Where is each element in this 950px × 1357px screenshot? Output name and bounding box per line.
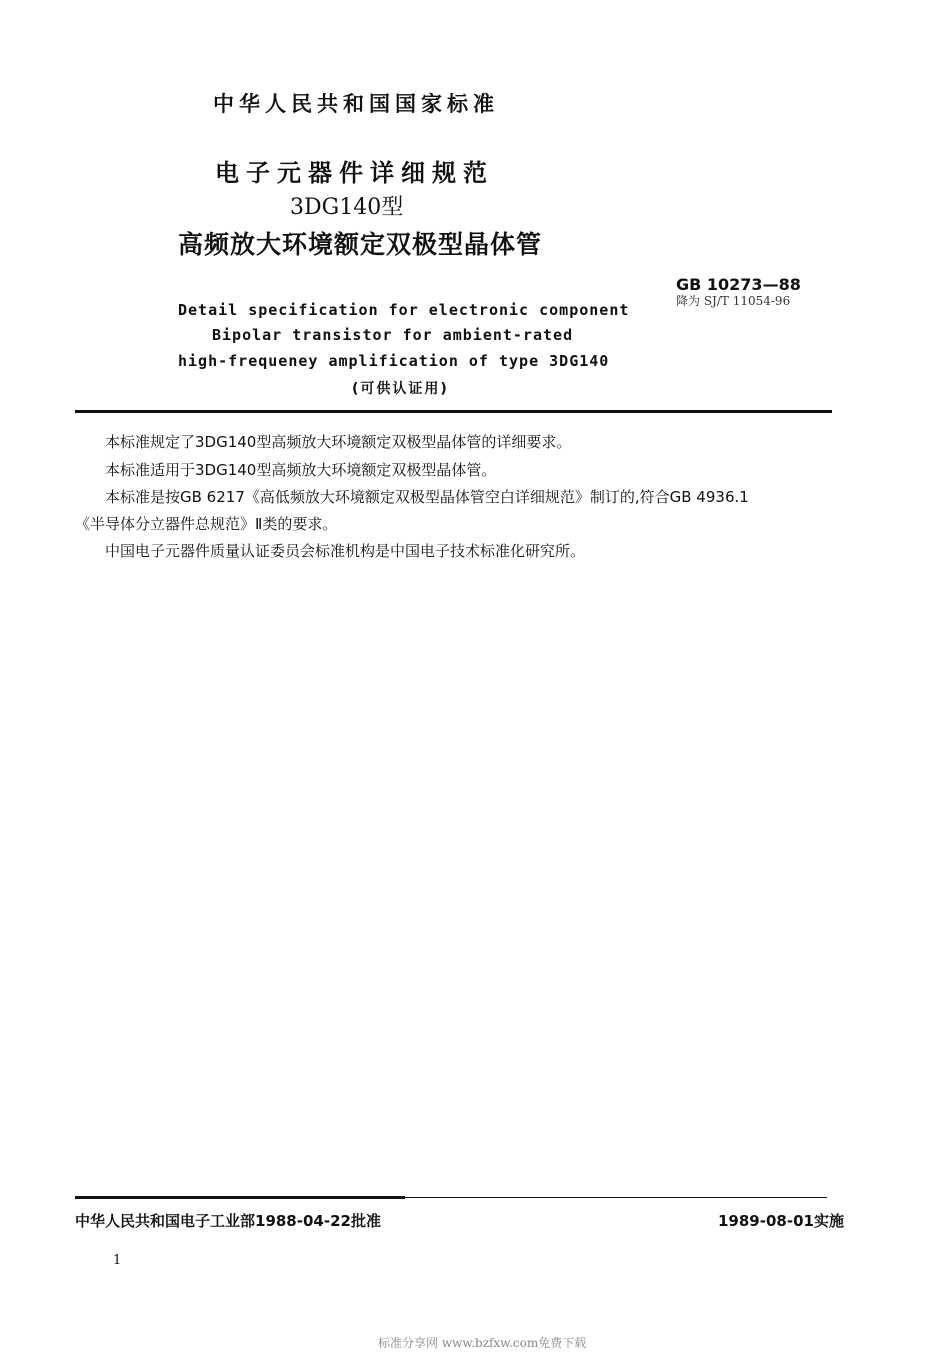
body-paragraph: 中国电子元器件质量认证委员会标准机构是中国电子技术标准化研究所。 (105, 542, 586, 560)
national-standard-heading: 中华人民共和国国家标准 (213, 92, 499, 116)
title-line-1: 电子元器件详细规范 (215, 159, 494, 187)
english-title-line-1: Detail specification for electronic component (178, 301, 630, 319)
body-paragraph: 本标准是按GB 6217《高低频放大环境额定双极型晶体管空白详细规范》制订的,符合GB 4936.1 (105, 488, 749, 506)
title-line-2: 3DG140型 (290, 195, 404, 220)
downgrade-note: 降为 SJ/T 11054-96 (676, 294, 791, 308)
body-paragraph: 《半导体分立器件总规范》Ⅱ类的要求。 (75, 515, 338, 533)
certification-note: (可供认证用) (352, 381, 449, 397)
watermark-text: 标准分享网 www.bzfxw.com免费下载 (378, 1336, 587, 1350)
english-title-line-3: high-frequeney amplification of type 3DG140 (178, 352, 610, 370)
header-divider (75, 410, 832, 413)
approval-statement: 中华人民共和国电子工业部1988-04-22批准 (75, 1212, 381, 1230)
body-paragraph: 本标准规定了3DG140型高频放大环境额定双极型晶体管的详细要求。 (105, 433, 572, 451)
english-title-line-2: Bipolar transistor for ambient-rated (212, 326, 574, 344)
gb-standard-number: GB 10273—88 (676, 275, 801, 294)
body-paragraph: 本标准适用于3DG140型高频放大环境额定双极型晶体管。 (105, 461, 497, 479)
title-line-3: 高频放大环境额定双极型晶体管 (178, 230, 543, 259)
footer-divider-thin (75, 1197, 827, 1198)
page-number: 1 (113, 1253, 122, 1268)
effective-date: 1989-08-01实施 (718, 1212, 844, 1230)
